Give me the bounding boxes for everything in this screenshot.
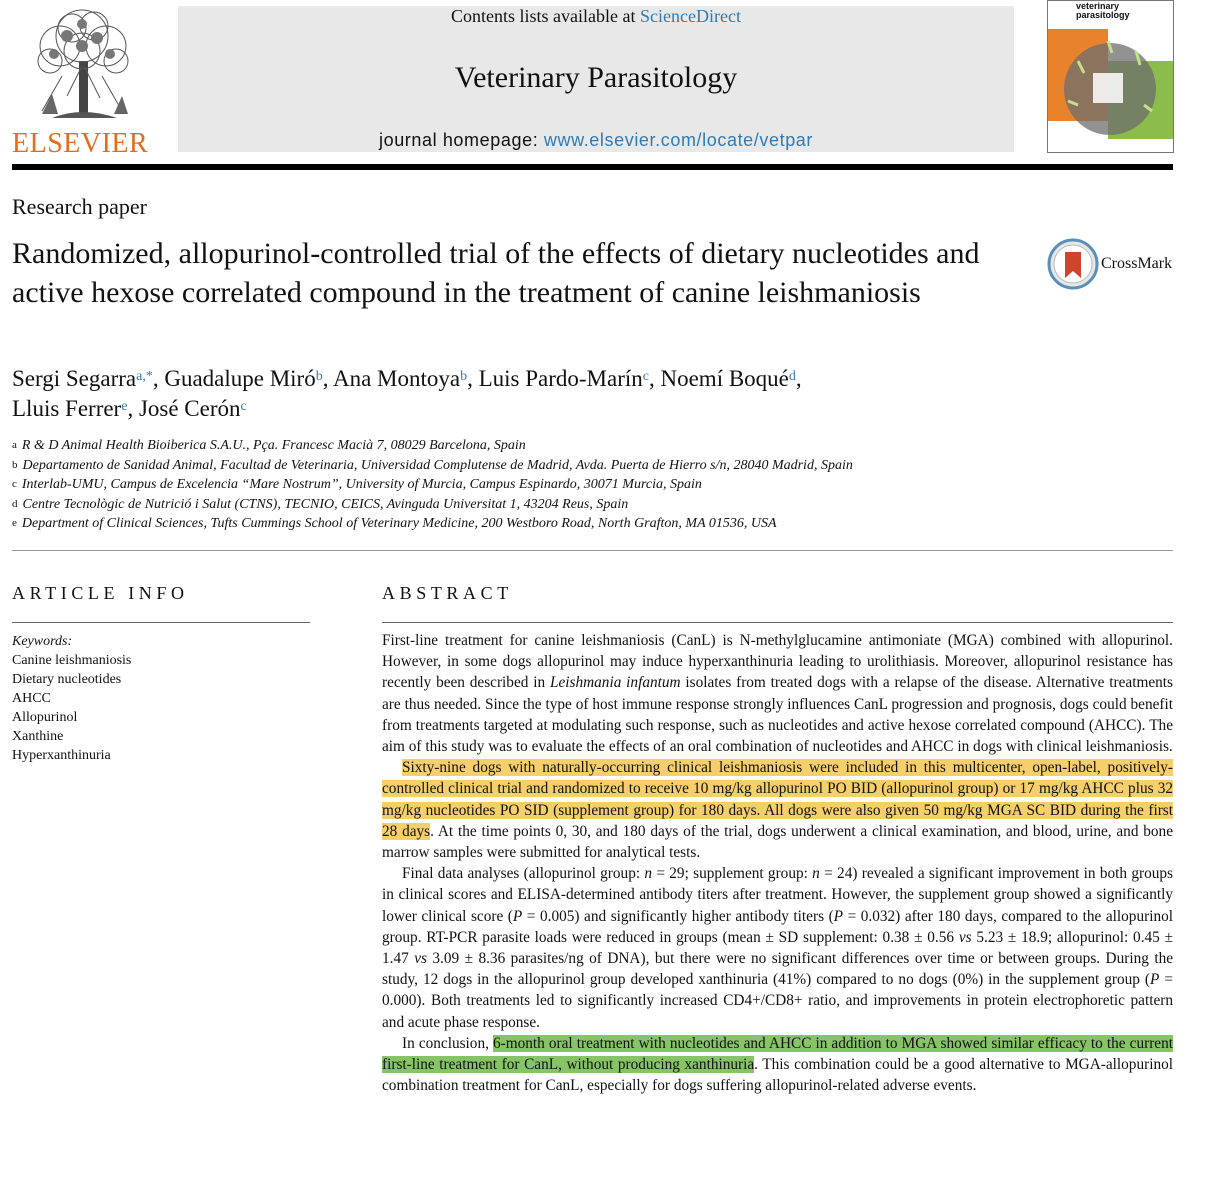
abstract-body (382, 630, 1173, 1096)
elsevier-wordmark: ELSEVIER (12, 128, 149, 159)
homepage-link[interactable]: www.elsevier.com/locate/vetpar (543, 130, 814, 150)
abstract-paragraph: Sixty-nine dogs with naturally-occurring clinical leishmaniosis were included in this multicenter, open-label, positively-controlled clinical trial and randomized to receive 10 mg/kg allopurinol PO BID (allopurinol group) or 17 mg/kg AHCC plus 32 mg/kg nucleotides PO SID (supplement group) for 180 days. All dogs were also given 50 mg/kg MGA SC BID during the first 28 days. At the time points 0, 30, and 180 days of the trial, dogs underwent a clinical examination, and blood, urine, and bone marrow samples were submitted for analytical tests. (382, 759, 1173, 862)
article-info-rule (12, 622, 310, 623)
affiliation-item: $^c$ Interlab-UMU, Campus de Excelencia “Mare Nostrum”, University of Murcia, Campus Espinardo, 30071 Murcia, Spain (12, 477, 702, 492)
author[interactable]: Guadalupe Miró$^b$ (164, 366, 323, 391)
author[interactable]: Sergi Segarra$^{a,*}$ (12, 366, 153, 391)
author[interactable]: Luis Pardo-Marín$^c$ (478, 366, 649, 391)
green-highlight: 6-month oral treatment with nucleotides and AHCC in addition to MGA showed similar efficacy to the current first-line treatment for CanL, without producing xanthinuria (382, 1034, 1173, 1074)
article-type: Research paper (12, 194, 147, 219)
keyword[interactable]: Allopurinol (12, 710, 78, 725)
keywords-block (12, 632, 302, 765)
italic-run: P (833, 907, 844, 925)
affiliation-item: $^e$ Department of Clinical Sciences, Tufts Cummings School of Veterinary Medicine, 200 Westboro Road, North Grafton, MA 01536, USA (12, 516, 777, 531)
italic-run: P (1150, 971, 1160, 989)
keyword[interactable]: AHCC (12, 691, 51, 706)
keyword[interactable]: Dietary nucleotides (12, 672, 122, 687)
italic-run: P (512, 907, 523, 925)
italic-run: n (812, 865, 820, 883)
italic-run: n (644, 865, 653, 883)
keyword[interactable]: Canine leishmaniosis (12, 653, 132, 668)
cover-title-line2: parasitology (1076, 10, 1130, 20)
italic-run: vs (414, 950, 427, 968)
journal-cover-thumbnail[interactable] (1047, 0, 1174, 153)
affiliation-item: $^d$ Centre Tecnològic de Nutrició i Salut (CTNS), TECNIO, CEICS, Avinguda Universitat 1, 43204 Reus, Spain (12, 496, 629, 512)
yellow-highlight: Sixty-nine dogs with naturally-occurring clinical leishmaniosis were included in this multicenter, open-label, positively-controlled clinical trial and randomized to receive 10 mg/kg allopurinol PO BID (allopurinol group) or 17 mg/kg AHCC plus 32 mg/kg nucleotides PO SID (supplement group) for 180 days. All dogs were also given 50 mg/kg MGA SC BID during the first 28 days (382, 759, 1173, 840)
elsevier-logo[interactable] (12, 6, 152, 159)
text-run: = 0.005) and significantly higher antibody titers ( (522, 907, 834, 925)
crossmark-icon (1047, 238, 1099, 290)
abstract-paragraph: First-line treatment for canine leishmaniosis (CanL) is N-methylglucamine antimoniate (MGA) combined with allopurinol. However, in some dogs allopurinol may induce hyperxanthinuria leading to urolithiasis. Moreover, allopurinol resistance has recently been described in Leishmania infantum isolates from treated dogs with a relapse of the disease. Alternative treatments are thus needed. Since the type of host immune response strongly influences CanL progression and prognosis, dogs could benefit from treatments targeted at modulating such response, such as nucleotides and active hexose correlated compound (AHCC). The aim of this study was to evaluate the effects of an oral combination of nucleotides and AHCC in dogs with clinical leishmaniosis. (382, 632, 1173, 756)
text-run: 5.23 ± 18.9; allopurinol: 0.45 ± 1.47 (382, 928, 1173, 968)
author[interactable]: Ana Montoya$^b$ (332, 366, 468, 391)
text-run: = 0.000). Both treatments led to significantly increased CD4+/CD8+ ratio, and improvements in protein electrophoretic pattern and acute phase response. (382, 971, 1174, 1031)
section-divider (12, 550, 1173, 551)
abstract-paragraph (382, 863, 1173, 1033)
journal-banner (178, 6, 1014, 152)
cover-title (1076, 2, 1171, 20)
text-run: = 0.032) after 180 days, compared to the allopurinol group. RT-PCR parasite loads were reduced in groups (mean ± SD supplement: 0.38 ± 0.56 (382, 907, 1173, 946)
homepage-prefix: journal homepage: (378, 130, 544, 150)
sciencedirect-link[interactable]: ScienceDirect (640, 6, 741, 26)
contents-line (178, 6, 1014, 27)
abstract-paragraph: In conclusion, 6-month oral treatment with nucleotides and AHCC in addition to MGA showed similar efficacy to the current first-line treatment for CanL, without producing xanthinuria. This combination could be a good alternative to MGA-allopurinol combination treatment for CanL, especially for dogs suffering allopurinol-related adverse events. (382, 1034, 1173, 1095)
text-run: 3.09 ± 8.36 parasites/ng of DNA), but there were no significant differences over time or between groups. During the study, 12 dogs in the allopurinol group developed xanthinuria (41%) compared to no dogs (0%) in the supplement group ( (382, 950, 1174, 989)
keyword[interactable]: Hyperxanthinuria (12, 748, 111, 763)
keyword[interactable]: Xanthine (12, 729, 64, 744)
cover-art-icon (1048, 21, 1173, 139)
crossmark-label: CrossMark (1101, 255, 1173, 272)
italic-run: vs (958, 928, 972, 946)
author[interactable]: Lluis Ferrer$^e$ (12, 396, 128, 421)
journal-title: Veterinary Parasitology (454, 61, 738, 94)
abstract-heading: ABSTRACT (382, 583, 513, 603)
text-run: = 24) revealed a significant improvement in both groups in clinical scores and ELISA-determined antibody titers after treatment. However, the supplement group showed a significantly lower clinical score ( (382, 865, 1173, 925)
article-info-heading: ARTICLE INFO (12, 583, 189, 603)
header-rule (12, 164, 1173, 170)
keywords-label: Keywords: (12, 634, 73, 649)
text-run: Final data analyses (allopurinol group: (402, 865, 645, 883)
author[interactable]: Noemí Boqué$^d$ (660, 366, 796, 391)
homepage-line (178, 130, 1014, 151)
author-list: Sergi Segarra$^{a,*}$, Guadalupe Miró$^b$, Ana Montoya$^b$, Luis Pardo-Marín$^c$, Noemí Boqué$^d$, Lluis Ferrer$^e$, José Cerón$^c$ (12, 366, 802, 421)
author[interactable]: José Cerón$^c$ (138, 396, 247, 421)
affiliation-list (12, 436, 1012, 534)
text-run: = 29; supplement group: (652, 865, 813, 883)
cover-title-line1: veterinary (1076, 1, 1120, 11)
affiliation-item: $^a$ R & D Animal Health Bioiberica S.A.U., Pça. Francesc Macià 7, 08029 Barcelona, Spain (12, 438, 526, 453)
article-title: Randomized, allopurinol-controlled trial of the effects of dietary nucleotides and active hexose correlated compound in the treatment of canine leishmaniosis (12, 237, 980, 309)
species-name: Leishmania infantum (549, 674, 681, 692)
contents-prefix: Contents lists available at (451, 6, 640, 26)
elsevier-tree-icon (22, 6, 144, 124)
affiliation-item: $^b$ Departamento de Sanidad Animal, Facultad de Veterinaria, Universidad Complutense de Madrid, Avda. Puerta de Hierro s/n, 28040 Madrid, Spain (12, 457, 853, 473)
crossmark-badge[interactable] (1047, 238, 1177, 290)
abstract-rule (382, 622, 1173, 623)
